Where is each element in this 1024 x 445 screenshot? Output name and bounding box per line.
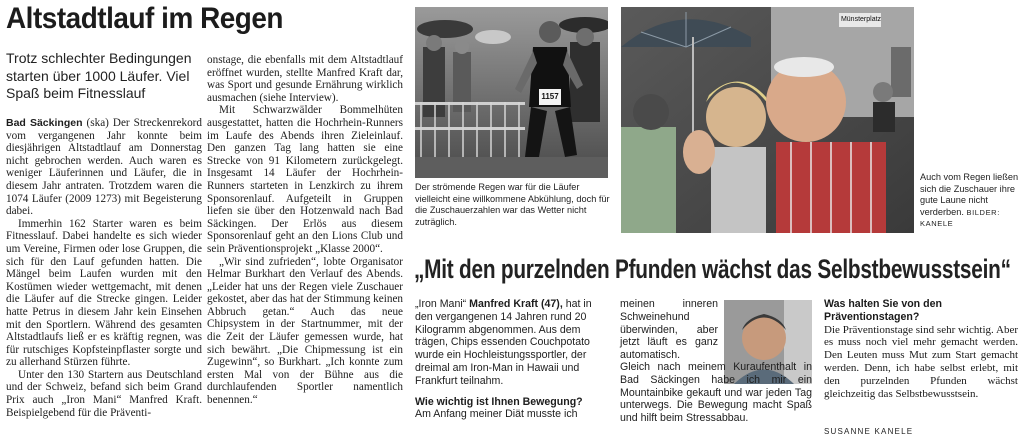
- article-column-1: [6, 117, 202, 419]
- article-column-2: [207, 54, 403, 407]
- paragraph: [6, 117, 202, 218]
- interview-question: Wie wichtig ist Ihnen Bewegung?: [415, 395, 583, 408]
- article-subhead: Trotz schlechter Bedingungen starten über 1000 Läufer. Viel Spaß beim Fitnesslauf: [6, 50, 192, 101]
- paragraph: „Wir sind zufrieden“, lobte Organisator Helmar Burkhart den Verlauf des Abends. „Leider hat uns der Regen viele Zuschauer gekostet, aber das hat der Stimmung keinen Abbruch getan.“ Auch das neue Chipsystem in der Startnummer, mit der die Zeit der Läufer gemessen wurde, hat sich bewährt. „Die Chipmessung ist ein Zugewinn“, so Burkhart. „Ich konnte zum ersten Mal von der Bühne aus die durchlaufenden Sportler namentlich benennen.“: [207, 255, 403, 407]
- runner-photo: [415, 7, 608, 178]
- interviewee-name: Manfred Kraft (47),: [469, 298, 563, 310]
- spectators-photo-image: [621, 7, 914, 233]
- interview-answer: Die Präventionstage sind sehr wichtig. Aber es muss noch viel mehr gemacht werden. Den Leuten muss Mut zum Start gemacht werden. Denn, ich habe selbst erlebt, mit den purzelnden Pfunden wächst gleichzeitig das Selbstbewusstsein.: [824, 323, 1018, 400]
- spectators-photo: [621, 7, 914, 233]
- paragraph: Unter den 130 Startern aus Deutschland und der Schweiz, befand sich beim Grand Prix auch „Iron Mani“ Manfred Kraft. Beispielgebend für die Präventi-: [6, 368, 202, 419]
- street-sign: Münsterplatz: [840, 16, 882, 23]
- paragraph: Mit Schwarzwälder Bommelhüten ausgestattet, hatten die Hochrhein-Runners im Laufe des Abends ihren Zieleinlauf. Den ganzen Tag lang hatten sie eine Strecke von 91 Kilometern zurückgelegt. Insgesamt 14 Läufer der Hochrhein-Runners starteten in Lenzkirch zu ihrem Sponsorenlauf. Aufgeteilt in Gruppen liefen sie über den Hotzenwald nach Bad Säckingen. Der Erlös aus diesem Sponsorenlauf geht an den Lions Club und sein Präventionsprojekt „Klasse 2000“.: [207, 104, 403, 255]
- runner-photo-caption: Der strömende Regen war für die Läufer vielleicht eine willkommene Abkühlung, doch für die Zuschauerzahlen war das Wetter nicht zuträglich.: [415, 182, 610, 227]
- caption-text: Auch vom Regen ließen sich die Zuschauer ihre gute Laune nicht verderben.: [920, 172, 1019, 217]
- runner-bib-number: 1157: [541, 92, 559, 101]
- interview-column-2-bottom: Gleich nach meinem Kuraufenthalt in Bad Säckingen habe ich mir ein Mountainbike gekauft und war jeden Tag unterwegs. Die Bewegung macht Spaß und hilft beim Stressabbau.: [620, 361, 812, 425]
- paragraph-text: (ska) Der Streckenrekord vom vergangenen Jahr konnte beim diesjährigen Altstadtlauf am Donnerstag nicht gebrochen werden. Auch waren es weniger Läuferinnen und Läufer, die in diesem Jahr antraten. Trotzdem waren die 1074 Läufer (2009 1273) mit Begeisterung dabei.: [6, 117, 203, 218]
- interview-column-1: [415, 298, 609, 421]
- author-byline: SUSANNE KANELE: [824, 427, 914, 436]
- article-headline: Altstadtlauf im Regen: [6, 2, 284, 35]
- interview-intro: [415, 298, 609, 388]
- interviewee-nickname: „Iron Mani“: [415, 298, 467, 310]
- interview-headline: „Mit den purzelnden Pfunden wächst das Selbstbewusstsein“: [414, 254, 1011, 284]
- dateline: Bad Säckingen: [6, 117, 83, 129]
- intro-text: hat in den vergangenen 14 Jahren rund 20 Kilogramm abgenommen. Aus dem trägen, Chips essenden Couchpotato wurde ein Hochleistungssportler, der dreimal am Iron-Man in Hawaii und Frankfurt teilnahm.: [415, 298, 592, 387]
- interview-question: Was halten Sie von den Präventionstagen?: [824, 298, 942, 323]
- interview-column-3: [824, 298, 1018, 400]
- interview-column-2-top: meinen inneren Schweinehund überwinden, aber jetzt läuft es ganz automatisch.: [620, 298, 718, 362]
- paragraph: onstage, die ebenfalls mit dem Altstadtlauf eröffnet wurden, stellte Manfred Kraft dar, was Sport und gesunde Ernährung wirklich ausmachen (siehe Interview).: [207, 54, 403, 104]
- photo-credit: BILDER: KANELE: [920, 207, 1000, 229]
- paragraph: Immerhin 162 Starter waren es beim Fitnesslauf. Dabei handelte es sich wieder um Vereine, Firmen oder lose Gruppen, die sich für den Lauf gefunden hatten. Die Mängel beim Laufen wurden mit den Kostümen wieder wettgemacht, mit denen die Läufer auf die Strecke gingen. Leider hatte Petrus in diesem Jahr kein Einsehen mit den Sportlern. Während des gesamten Altstadtlaufs ließ er es kräftig regnen, was für rutschiges Kopfsteinpflaster sorgte und zu allerhand Stürzen führte.: [6, 217, 202, 369]
- spectators-photo-caption: [920, 172, 1020, 230]
- interview-answer-start: Am Anfang meiner Diät musste ich: [415, 408, 578, 421]
- runner-photo-image: [415, 7, 608, 178]
